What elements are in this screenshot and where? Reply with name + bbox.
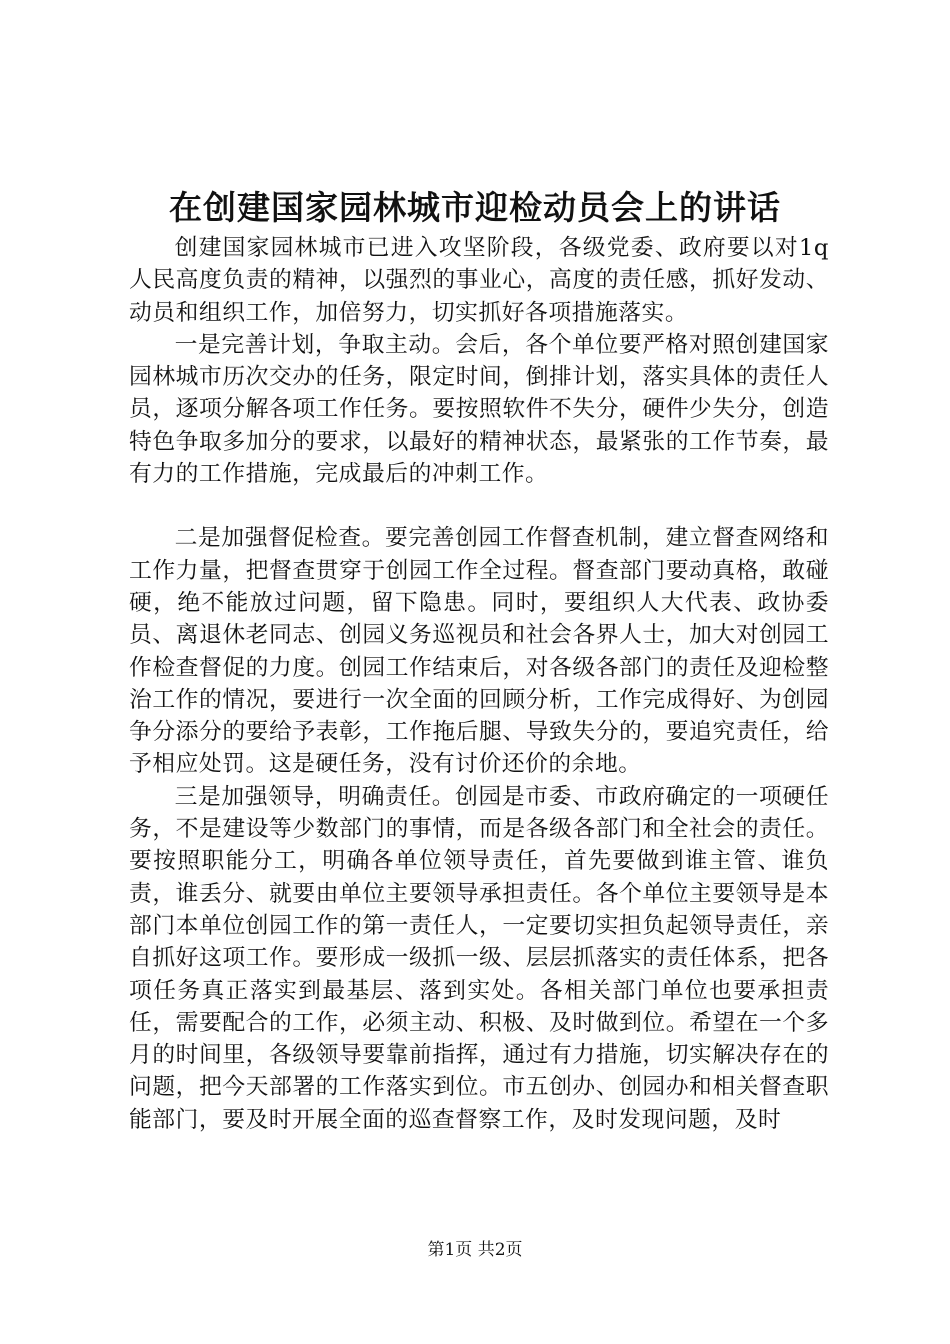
paragraph-intro: 创建国家园林城市已进入攻坚阶段，各级党委、政府要以对1q人民高度负责的精神，以强烈的事业心，高度的责任感，抓好发动、动员和组织工作，加倍努力，切实抓好各项措施落实。 [129, 235, 829, 326]
paragraph-point-two: 二是加强督促检查。要完善创园工作督查机制，建立督查网络和工作力量，把督查贯穿于创园工作全过程。督查部门要动真格，敢碰硬，绝不能放过问题，留下隐患。同时，要组织人大代表、政协委员、离退休老同志、创园义务巡视员和社会各界人士，加大对创园工作检查督促的力度。创园工作结束后，对各级各部门的责任及迎检整治工作的情况，要进行一次全面的回顾分析，工作完成得好、为创园争分添分的要给予表彰，工作拖后腿、导致失分的，要追究责任，给予相应处罚。这是硬任务，没有讨价还价的余地。 [129, 525, 829, 778]
document-title: 在创建国家园林城市迎检动员会上的讲话 [169, 188, 781, 227]
paragraph-point-one: 一是完善计划，争取主动。会后，各个单位要严格对照创建国家园林城市历次交办的任务，限定时间，倒排计划，落实具体的责任人员，逐项分解各项工作任务。要按照软件不失分，硬件少失分，创造特色争取多加分的要求，以最好的精神状态，最紧张的工作节奏，最有力的工作措施，完成最后的冲刺工作。 [129, 331, 829, 488]
page-number-footer: 第1页 共2页 [427, 1240, 523, 1260]
document-body [129, 232, 829, 1136]
paragraph-point-three: 三是加强领导，明确责任。创园是市委、市政府确定的一项硬任务，不是建设等少数部门的事情，而是各级各部门和全社会的责任。要按照职能分工，明确各单位领导责任，首先要做到谁主管、谁负责，谁丢分、就要由单位主要领导承担责任。各个单位主要领导是本部门本单位创园工作的第一责任人，一定要切实担负起领导责任，亲自抓好这项工作。要形成一级抓一级、层层抓落实的责任体系，把各项任务真正落实到最基层、落到实处。各相关部门单位也要承担责任，需要配合的工作，必须主动、积极、及时做到位。希望在一个多月的时间里，各级领导要靠前指挥，通过有力措施，切实解决存在的问题，把今天部署的工作落实到位。市五创办、创园办和相关督查职能部门，要及时开展全面的巡查督察工作，及时发现问题，及时 [129, 783, 829, 1133]
